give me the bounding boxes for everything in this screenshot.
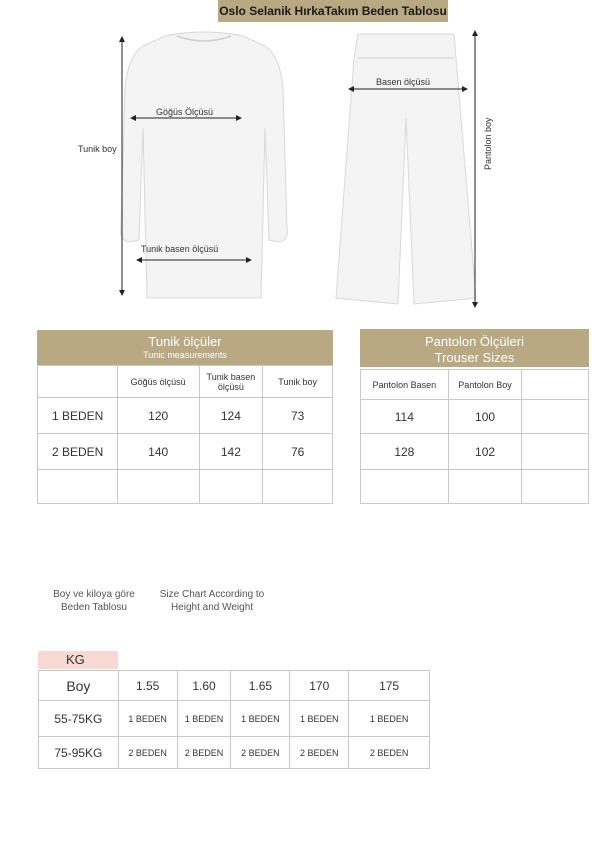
tunic-table-header — [37, 330, 333, 366]
empty-cell — [522, 400, 589, 434]
size-cell: 2 BEDEN — [349, 737, 430, 769]
pants-hip-label: Basen ölçüsü — [376, 77, 431, 87]
table-row — [39, 737, 430, 769]
tunic-col-header: Göğüs ölçüsü — [117, 366, 199, 398]
size-cell: 2 BEDEN — [290, 737, 349, 769]
pants-col-header: Pantolon Basen — [361, 370, 449, 400]
table-row — [38, 398, 333, 434]
pants-dimension-lines — [340, 30, 485, 310]
tunic-col-header: Tunik basen ölçüsü — [199, 366, 263, 398]
note-english: Size Chart According to Height and Weight — [159, 589, 265, 613]
size-cell: 2 BEDEN — [231, 737, 290, 769]
pants-length-label: Pantolon boy — [483, 117, 493, 170]
empty-cell — [38, 470, 118, 504]
pants-cell: 128 — [361, 434, 449, 470]
table-row — [38, 470, 333, 504]
tunic-dimension-lines — [110, 36, 260, 298]
table-row — [361, 434, 589, 470]
tunic-length-label: Tunik boy — [78, 144, 117, 154]
empty-cell — [448, 470, 522, 504]
height-cell: 1.55 — [118, 671, 177, 701]
tunic-row-label: 1 BEDEN — [38, 398, 118, 434]
weight-height-table — [38, 670, 430, 769]
pants-cell: 102 — [448, 434, 522, 470]
kg-badge: KG — [38, 651, 118, 669]
pants-table — [360, 369, 589, 504]
tunic-row-label: 2 BEDEN — [38, 434, 118, 470]
tunic-corner-cell — [38, 366, 118, 398]
empty-cell — [117, 470, 199, 504]
tunic-cell: 124 — [199, 398, 263, 434]
tunic-table-subtitle: Tunic measurements — [143, 350, 227, 360]
tunic-hip-label: Tunik basen ölçüsü — [141, 244, 219, 254]
empty-cell — [199, 470, 263, 504]
page-title: Oslo Selanik HırkaTakım Beden Tablosu — [218, 0, 448, 22]
height-cell: 175 — [349, 671, 430, 701]
size-cell: 1 BEDEN — [231, 701, 290, 737]
empty-cell — [522, 434, 589, 470]
empty-cell — [522, 370, 589, 400]
tunic-table-title: Tunik ölçüler — [148, 334, 222, 349]
table-row — [361, 400, 589, 434]
size-cell: 1 BEDEN — [349, 701, 430, 737]
tunic-cell: 120 — [117, 398, 199, 434]
height-cell: 1.65 — [231, 671, 290, 701]
weight-row-label: 55-75KG — [39, 701, 119, 737]
tunic-chest-label: Göğüs Ölçüsü — [156, 107, 214, 117]
pants-cell: 100 — [448, 400, 522, 434]
empty-cell — [361, 470, 449, 504]
tunic-cell: 73 — [263, 398, 333, 434]
pants-table-header — [360, 329, 589, 367]
size-cell: 2 BEDEN — [177, 737, 231, 769]
pants-table-title: Pantolon Ölçüleri — [425, 334, 524, 349]
height-cell: 1.60 — [177, 671, 231, 701]
height-cell: 170 — [290, 671, 349, 701]
tunic-col-header: Tunik boy — [263, 366, 333, 398]
pants-table-subtitle: Trouser Sizes — [434, 350, 515, 365]
weight-row-label: 75-95KG — [39, 737, 119, 769]
size-cell: 1 BEDEN — [290, 701, 349, 737]
table-row — [361, 470, 589, 504]
table-row — [38, 434, 333, 470]
tunic-cell: 142 — [199, 434, 263, 470]
size-cell: 2 BEDEN — [118, 737, 177, 769]
empty-cell — [263, 470, 333, 504]
pants-col-header: Pantolon Boy — [448, 370, 522, 400]
tunic-cell: 140 — [117, 434, 199, 470]
tunic-cell: 76 — [263, 434, 333, 470]
size-cell: 1 BEDEN — [118, 701, 177, 737]
height-label: Boy — [39, 671, 119, 701]
size-cell: 1 BEDEN — [177, 701, 231, 737]
tunic-table — [37, 365, 333, 504]
note-turkish: Boy ve kiloya göre Beden Tablosu — [53, 589, 135, 613]
empty-cell — [522, 470, 589, 504]
table-row — [39, 701, 430, 737]
pants-cell: 114 — [361, 400, 449, 434]
